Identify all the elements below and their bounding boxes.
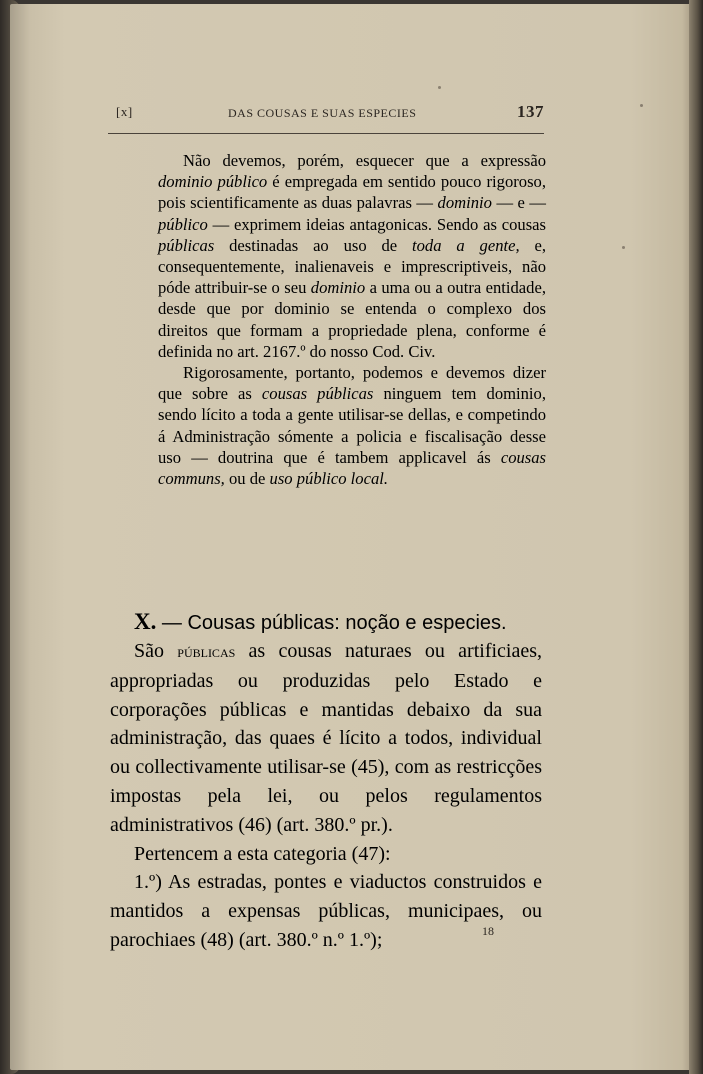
section-heading: [110, 608, 542, 637]
section-marker: [x]: [116, 104, 133, 119]
text-block: [108, 96, 544, 120]
footnote-continuation: [158, 150, 546, 489]
page-number: 137: [517, 102, 544, 121]
main-text: [110, 608, 542, 955]
paper-speck: [640, 104, 643, 107]
paper-speck: [438, 86, 441, 89]
running-title: DAS COUSAS E SUAS ESPECIES: [228, 106, 417, 120]
section-number: X.: [134, 609, 157, 634]
section-title: — Cousas públicas: noção e especies.: [156, 612, 507, 634]
paper-speck: [622, 246, 625, 249]
paragraph: São públicas as cousas naturaes ou artificiaes, appropriadas ou produzidas pelo Estado e corporações públicas e mantidas debaixo da sua administração, das quaes é lícito a todos, individual ou collectivamente utilisar-se (45), com as restricções impostas pela lei, ou pelos regulamentos administrativos (46) (art. 380.º pr.).: [110, 640, 543, 836]
book-edge: [689, 0, 703, 1074]
header-rule: [108, 133, 544, 134]
running-header: [108, 96, 544, 120]
paragraph: Rigorosamente, portanto, podemos e devemos dizer que sobre as cousas públicas ninguem tem dominio, sendo lícito a toda a gente utilisar-se dellas, e competindo á Administração sómente a policia e fiscalisação desse uso — doutrina que é tambem applicavel ás cousas communs, ou de uso público local.: [158, 363, 546, 489]
paragraph: Não devemos, porém, esquecer que a expressão dominio público é empregada em sentido pouco rigoroso, pois scientificamente as duas palavras — dominio — e — público — exprimem ideias antagonicas. Sendo as cousas públicas destinadas ao uso de toda a gente, e, consequentemente, inalienaveis e imprescriptiveis, não póde attribuir-se o seu dominio a uma ou a outra entidade, desde que por dominio se entenda o complexo dos direitos que formam a propriedade plena, conforme é definida no art. 2167.º do nosso Cod. Civ.: [158, 151, 546, 361]
signature-mark: 18: [482, 924, 494, 938]
paragraph: 1.º) As estradas, pontes e viaductos construidos e mantidos a expensas públicas, municipaes, ou parochiaes (48) (art. 380.º n.º 1.º);: [110, 871, 542, 951]
paragraph: Pertencem a esta categoria (47):: [134, 842, 391, 865]
